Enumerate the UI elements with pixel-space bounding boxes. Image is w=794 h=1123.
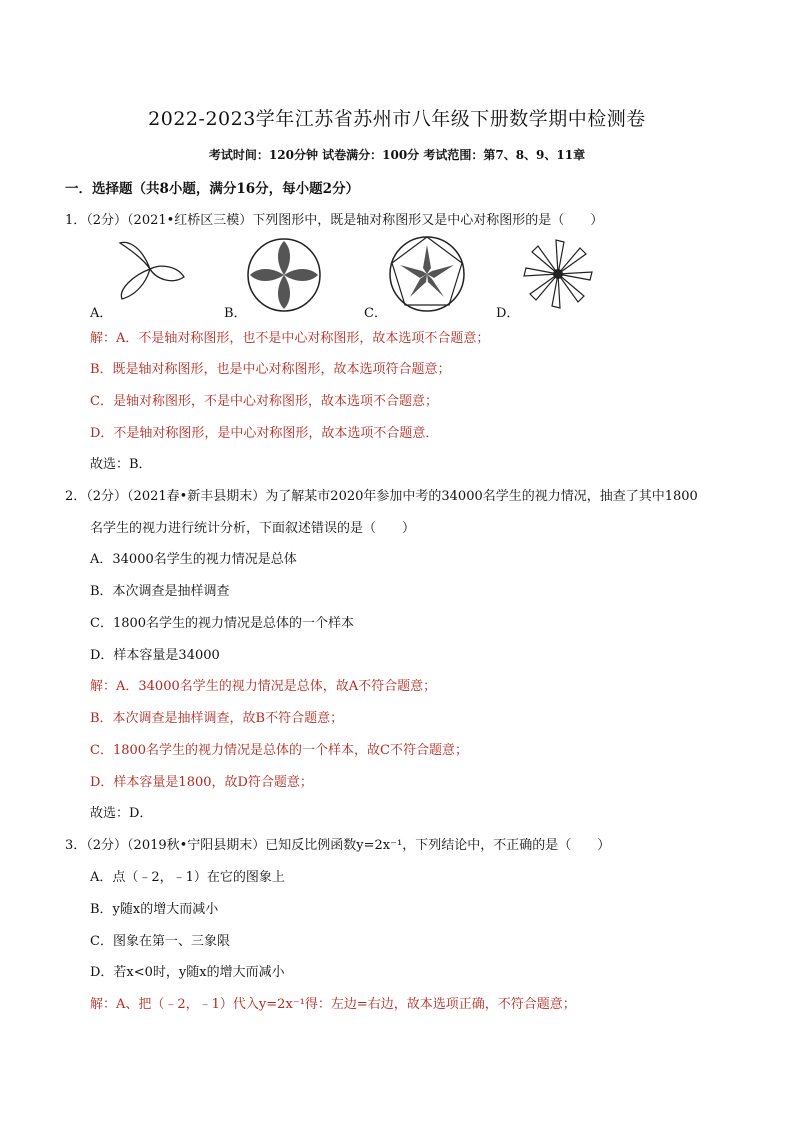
q1-answer: 故选：B． <box>90 457 152 472</box>
q3-stem: 3．（2分）（2019秋•宁阳县期末）已知反比例函数y=2x⁻¹，下列结论中，不正确的是（ ） <box>65 838 611 853</box>
q2-solution-line: B．本次调查是抽样调查，故B不符合题意； <box>90 711 344 726</box>
q1-solution-line: B．既是轴对称图形，也是中心对称图形，故本选项符合题意； <box>90 362 451 377</box>
q1-option-c[interactable]: C． <box>364 306 387 321</box>
eight-blade-pinwheel-icon[interactable] <box>518 236 598 312</box>
pinwheel-icon[interactable] <box>112 233 192 308</box>
q1-option-a[interactable]: A． <box>90 306 113 321</box>
q2-answer: 故选：D． <box>90 806 153 821</box>
q2-option-d[interactable]: D．样本容量是34000 <box>90 648 220 663</box>
q2-solution-line: 解：A．34000名学生的视力情况是总体，故A不符合题意； <box>90 679 437 694</box>
q1-option-d[interactable]: D． <box>496 306 520 321</box>
q1-solution-line: D．不是轴对称图形，是中心对称图形，故本选项不合题意． <box>90 426 439 441</box>
page-title: 2022-2023学年江苏省苏州市八年级下册数学期中检测卷 <box>148 108 646 130</box>
q2-stem-line1: 2．（2分）（2021春•新丰县期末）为了解某市2020年参加中考的34000名学生的视力情况，抽查了其中1800 <box>65 489 698 504</box>
q2-solution-line: D．样本容量是1800，故D符合题意； <box>90 775 313 790</box>
q1-solution-line: 解：A．不是轴对称图形，也不是中心对称图形，故本选项不合题意； <box>90 331 490 346</box>
star-pentagon-circle-icon[interactable] <box>388 235 466 313</box>
q2-stem-line2: 名学生的视力进行统计分析，下面叙述错误的是（ ） <box>90 521 416 536</box>
q2-option-a[interactable]: A．34000名学生的视力情况是总体 <box>90 552 297 567</box>
section-heading: 一．选择题（共8小题，满分16分，每小题2分） <box>65 181 360 197</box>
q2-solution-line: C．1800名学生的视力情况是总体的一个样本，故C不符合题意； <box>90 743 468 758</box>
q3-option-a[interactable]: A．点（﹣2，﹣1）在它的图象上 <box>90 870 285 885</box>
q2-option-c[interactable]: C．1800名学生的视力情况是总体的一个样本 <box>90 616 355 631</box>
q3-option-c[interactable]: C．图象在第一、三象限 <box>90 934 230 949</box>
q2-option-b[interactable]: B．本次调查是抽样调查 <box>90 584 230 599</box>
four-petal-circle-icon[interactable] <box>246 237 322 313</box>
q3-solution-line: 解：A、把（﹣2，﹣1）代入y=2x⁻¹得：左边=右边，故本选项正确，不符合题意； <box>90 997 576 1012</box>
q1-solution-line: C．是轴对称图形，不是中心对称图形，故本选项不合题意； <box>90 394 438 409</box>
exam-info: 考试时间：120分钟 试卷满分：100分 考试范围：第7、8、9、11章 <box>208 148 586 162</box>
q3-option-b[interactable]: B．y随x的增大而减小 <box>90 902 219 917</box>
q1-stem: 1．（2分）（2021•红桥区三模）下列图形中，既是轴对称图形又是中心对称图形的是（ ） <box>65 213 604 228</box>
q1-option-b[interactable]: B． <box>224 306 247 321</box>
q3-option-d[interactable]: D．若x<0时，y随x的增大而减小 <box>90 965 285 980</box>
